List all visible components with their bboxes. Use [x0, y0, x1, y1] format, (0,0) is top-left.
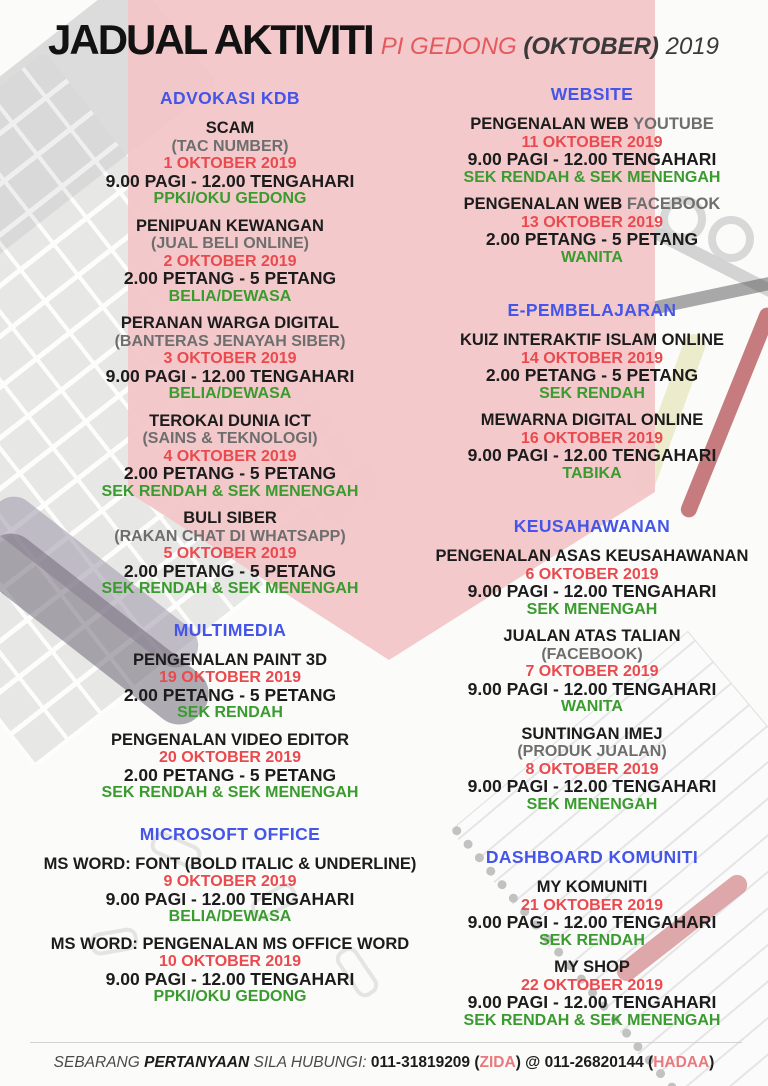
event-time: 2.00 PETANG - 5 PETANG — [485, 229, 699, 249]
event-subtitle: (BANTERAS JENAYAH SIBER) — [114, 332, 346, 350]
event-block — [424, 116, 760, 186]
event-time: 9.00 PAGI - 12.00 TENGAHARI — [467, 912, 717, 932]
title-subtitle — [381, 33, 719, 61]
event-audience: TABIKA — [562, 464, 622, 482]
event-time: 2.00 PETANG - 5 PETANG — [123, 764, 337, 785]
event-audience: SEK RENDAH — [539, 931, 645, 949]
schedule-section — [28, 824, 432, 1006]
event-audience: SEK RENDAH & SEK MENENGAH — [101, 482, 359, 500]
event-name: TEROKAI DUNIA ICT — [149, 411, 311, 430]
footer-divider — [30, 1042, 742, 1043]
event-time: 9.00 PAGI - 12.00 TENGAHARI — [467, 149, 717, 169]
event-time: 2.00 PETANG - 5 PETANG — [123, 268, 337, 288]
event-audience: WANITA — [561, 248, 623, 266]
event-name: PENGENALAN VIDEO EDITOR — [110, 730, 350, 749]
footer-text: SILA HUBUNGI: — [253, 1054, 371, 1071]
event-date: 21 OKTOBER 2019 — [521, 896, 663, 914]
event-audience: BELIA/DEWASA — [168, 287, 292, 305]
schedule-section — [424, 847, 760, 1029]
event-time: 2.00 PETANG - 5 PETANG — [123, 560, 337, 581]
section-header: DASHBOARD KOMUNITI — [485, 847, 699, 867]
subtitle-year: 2019 — [658, 33, 719, 60]
event-audience: SEK RENDAH & SEK MENENGAH — [101, 580, 359, 597]
footer-text: SEBARANG — [53, 1054, 145, 1071]
event-block — [28, 120, 432, 208]
event-time: 9.00 PAGI - 12.00 TENGAHARI — [467, 581, 717, 601]
section-header: KEUSAHAWANAN — [513, 516, 671, 536]
event-name: MEWARNA DIGITAL ONLINE — [480, 411, 704, 429]
schedule-column-left — [28, 88, 432, 1006]
event-audience: PPKI/OKU GEDONG — [153, 988, 307, 1005]
schedule-column-right — [424, 84, 760, 1029]
event-date: 3 OKTOBER 2019 — [163, 350, 297, 367]
page-title: JADUAL AKTIVITI — [48, 16, 373, 63]
event-time: 9.00 PAGI - 12.00 TENGAHARI — [105, 365, 355, 386]
event-date: 16 OKTOBER 2019 — [521, 429, 663, 447]
event-name: PERANAN WARGA DIGITAL — [120, 314, 340, 332]
event-name: KUIZ INTERAKTIF ISLAM ONLINE — [460, 331, 724, 349]
event-time: 9.00 PAGI - 12.00 TENGAHARI — [467, 776, 717, 796]
event-audience: WANITA — [561, 698, 623, 715]
section-header: MULTIMEDIA — [173, 619, 287, 640]
event-name-gray: YOUTUBE — [633, 115, 714, 133]
event-block — [424, 879, 760, 949]
footer-phone-2: ) @ 011-26820144 ( — [515, 1054, 654, 1071]
event-audience: PPKI/OKU GEDONG — [153, 190, 307, 207]
section-header: WEBSITE — [550, 84, 634, 104]
event-subtitle: (RAKAN CHAT DI WHATSAPP) — [114, 527, 346, 545]
footer-phone-1: 011-31819209 ( — [370, 1054, 480, 1071]
event-name: SCAM — [205, 119, 255, 137]
event-date: 9 OKTOBER 2019 — [163, 873, 297, 890]
event-time: 9.00 PAGI - 12.00 TENGAHARI — [467, 678, 717, 699]
event-time: 9.00 PAGI - 12.00 TENGAHARI — [105, 968, 355, 989]
event-name: MY SHOP — [554, 958, 630, 976]
event-audience: SEK RENDAH & SEK MENENGAH — [463, 168, 721, 186]
event-block — [424, 196, 760, 266]
poster-header — [48, 16, 719, 64]
event-audience: SEK RENDAH & SEK MENENGAH — [463, 1011, 721, 1029]
event-block — [28, 936, 432, 1006]
event-name-gray: FACEBOOK — [626, 195, 721, 213]
event-audience: SEK RENDAH — [539, 384, 645, 402]
event-time: 9.00 PAGI - 12.00 TENGAHARI — [105, 170, 355, 191]
event-name: BULI SIBER — [183, 509, 277, 527]
event-audience: SEK RENDAH & SEK MENENGAH — [101, 784, 359, 801]
event-block — [424, 332, 760, 402]
event-time: 2.00 PETANG - 5 PETANG — [485, 365, 699, 385]
event-name: PENIPUAN KEWANGAN — [136, 216, 324, 235]
event-name: PENGENALAN PAINT 3D — [132, 650, 328, 669]
event-name: MS WORD: FONT (BOLD ITALIC & UNDERLINE) — [43, 854, 417, 873]
event-name: PENGENALAN WEB FACEBOOK — [463, 195, 721, 213]
event-block — [28, 413, 432, 501]
event-name: SUNTINGAN IMEJ — [521, 724, 663, 743]
event-audience: SEK MENENGAH — [526, 795, 658, 813]
event-date: 5 OKTOBER 2019 — [163, 545, 297, 562]
event-date: 19 OKTOBER 2019 — [159, 669, 301, 686]
event-block — [28, 732, 432, 802]
event-block — [28, 856, 432, 926]
event-block — [28, 315, 432, 403]
event-name: JUALAN ATAS TALIAN — [503, 627, 681, 645]
event-date: 4 OKTOBER 2019 — [163, 447, 297, 465]
event-date: 7 OKTOBER 2019 — [525, 663, 659, 680]
event-block — [424, 628, 760, 716]
subtitle-location: PI GEDONG — [380, 33, 524, 60]
event-subtitle: (JUAL BELI ONLINE) — [151, 235, 309, 252]
event-subtitle: (SAINS & TEKNOLOGI) — [142, 430, 318, 447]
event-time: 9.00 PAGI - 12.00 TENGAHARI — [467, 445, 717, 465]
event-time: 9.00 PAGI - 12.00 TENGAHARI — [105, 888, 355, 909]
schedule-section — [424, 516, 760, 813]
schedule-section — [424, 84, 760, 266]
event-audience: BELIA/DEWASA — [168, 908, 292, 925]
event-block — [28, 218, 432, 306]
event-date: 6 OKTOBER 2019 — [525, 565, 659, 583]
event-audience: SEK RENDAH — [177, 704, 283, 721]
footer-text: ) — [709, 1054, 715, 1071]
event-audience: BELIA/DEWASA — [168, 385, 292, 402]
event-block — [424, 548, 760, 618]
footer-contact-name-1: ZIDA — [479, 1054, 516, 1071]
event-audience: SEK MENENGAH — [526, 600, 658, 618]
event-subtitle: (FACEBOOK) — [541, 645, 643, 663]
event-subtitle: (TAC NUMBER) — [171, 137, 289, 155]
schedule-section — [28, 620, 432, 802]
event-name: MY KOMUNITI — [536, 878, 648, 896]
event-name: PENGENALAN WEB YOUTUBE — [470, 115, 714, 133]
event-date: 2 OKTOBER 2019 — [163, 252, 297, 270]
event-time: 2.00 PETANG - 5 PETANG — [123, 463, 337, 483]
event-date: 11 OKTOBER 2019 — [521, 133, 663, 151]
schedule-section — [424, 300, 760, 482]
section-header: E-PEMBELAJARAN — [507, 300, 677, 320]
event-block — [424, 959, 760, 1029]
event-date: 22 OKTOBER 2019 — [521, 976, 663, 994]
event-name: PENGENALAN ASAS KEUSAHAWANAN — [435, 547, 749, 565]
footer-text-bold: PERTANYAAN — [144, 1054, 254, 1071]
subtitle-month: (OKTOBER) — [523, 33, 659, 60]
event-date: 14 OKTOBER 2019 — [521, 349, 663, 367]
event-block — [424, 412, 760, 482]
schedule-section — [28, 88, 432, 598]
section-header: ADVOKASI KDB — [160, 88, 300, 108]
footer-contact-name-2: HADAA — [653, 1054, 710, 1071]
event-block — [28, 652, 432, 722]
event-date: 20 OKTOBER 2019 — [159, 749, 301, 766]
event-name: MS WORD: PENGENALAN MS OFFICE WORD — [50, 934, 410, 953]
footer-contact — [0, 1054, 768, 1072]
event-date: 13 OKTOBER 2019 — [521, 213, 663, 231]
event-subtitle: (PRODUK JUALAN) — [517, 743, 667, 760]
event-date: 1 OKTOBER 2019 — [163, 155, 297, 172]
section-header: MICROSOFT OFFICE — [139, 823, 321, 844]
event-date: 8 OKTOBER 2019 — [525, 760, 659, 778]
event-date: 10 OKTOBER 2019 — [159, 953, 301, 970]
event-time: 2.00 PETANG - 5 PETANG — [123, 684, 337, 705]
event-time: 9.00 PAGI - 12.00 TENGAHARI — [467, 992, 717, 1012]
event-block — [424, 726, 760, 814]
event-block — [28, 510, 432, 598]
